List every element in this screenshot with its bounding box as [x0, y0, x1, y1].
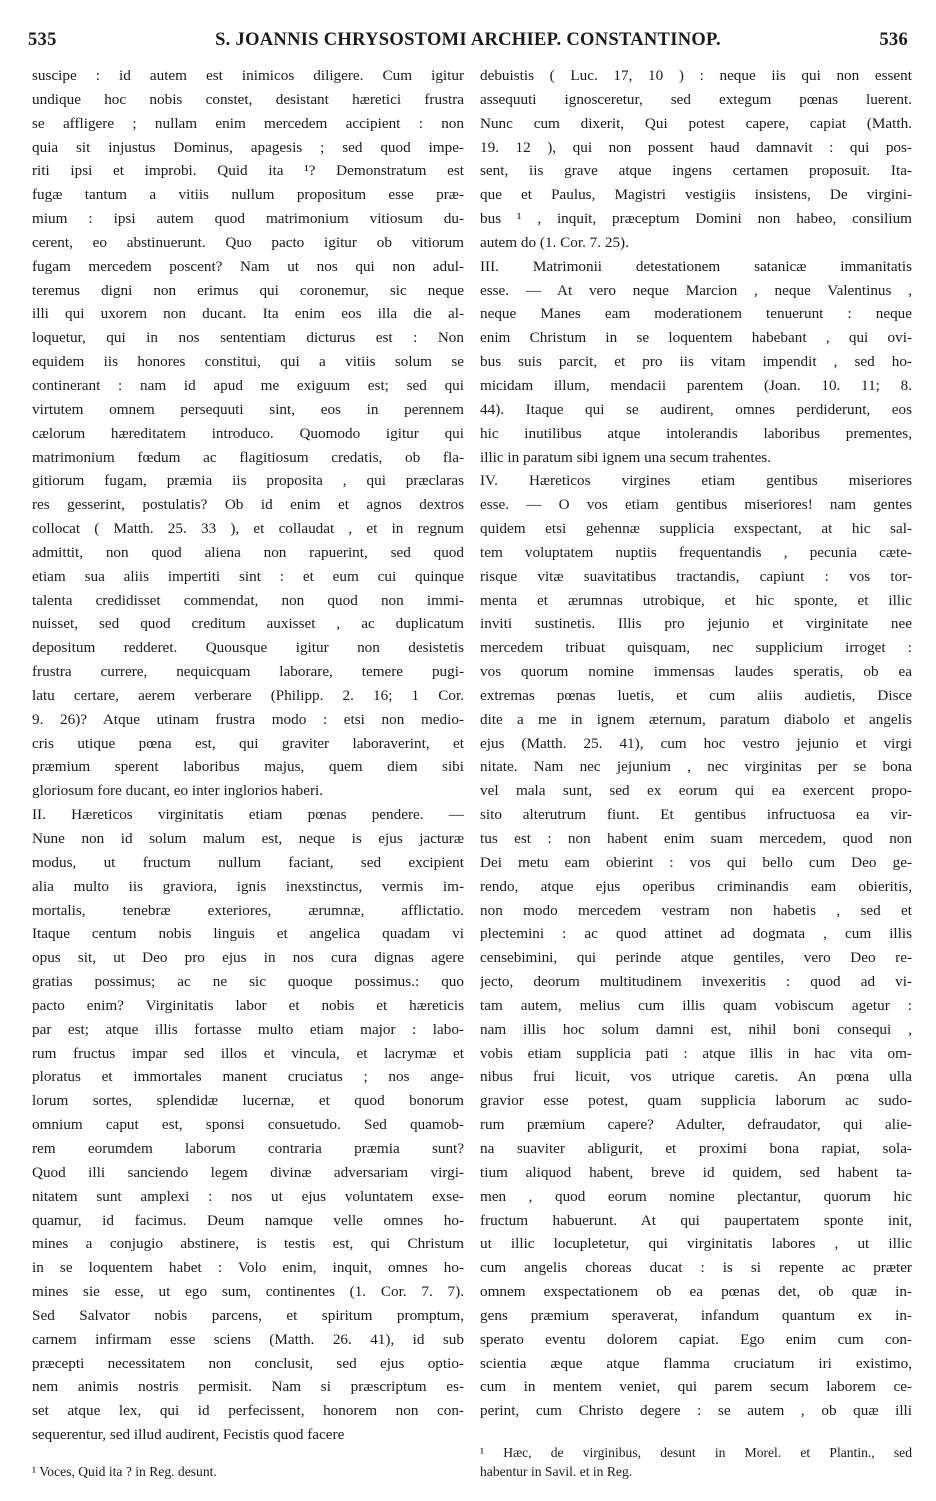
text-line: se affligere ; nullam enim mercedem accipient : non	[32, 114, 464, 132]
text-line: habentur in Savil. et in Reg.	[480, 1464, 633, 1479]
text-line: inviti sustinetis. Illis pro jejunio et virginitate nee	[480, 615, 912, 633]
text-line: censebimini, qui perinde atque gentiles, vero Deo re-	[480, 949, 912, 967]
text-line: gratias possimus; ac ne sic quoque possimus.: quo	[32, 973, 464, 991]
text-line: fructum habuerunt. At qui paupertatem sponte init,	[480, 1211, 912, 1229]
text-line: nam illis hoc solum damni est, nihil boni consequi ,	[480, 1020, 912, 1038]
text-line: suscipe : id autem est inimicos diligere. Cum igitur	[32, 67, 464, 84]
text-line: nibus frui licuit, vos utrique caretis. An pœna ulla	[480, 1068, 912, 1086]
text-line: in se loquentem habet : Volo enim, inquit, omnes ho-	[32, 1259, 464, 1277]
text-line: matrimonium fœdum ac flagitiosum credatis, ob fla-	[32, 448, 464, 466]
text-line: rum præmium capere? Adulter, defraudator, qui alie-	[480, 1116, 912, 1134]
text-line: vel mala sunt, sed ex eorum qui ea exercent propo-	[480, 782, 912, 800]
text-line: præmium sperent laboribus majus, quem diem sibi	[32, 758, 464, 776]
text-line: hic inutilibus atque intolerandis laboribus prementes,	[480, 424, 912, 442]
text-line: nuisset, sed quod creditum auxisset , ac duplicatum	[32, 615, 464, 633]
text-line: sito alterutrum fiunt. Et gentibus infructuosa ea vir-	[480, 806, 912, 824]
text-line: tium aliquod habent, breve id quidem, sed habent ta-	[480, 1163, 912, 1181]
text-line: 19. 12 ), qui non possent haud damnavit : qui pos-	[480, 138, 912, 156]
text-line: nitatem sunt amplexi : nos ut ejus voluntatem exse-	[32, 1187, 464, 1205]
text-line: sperato eventu dolorem capiat. Ego enim cum con-	[480, 1330, 912, 1348]
text-line: omnem exspectationem ob ea pœnas det, ob quæ in-	[480, 1283, 912, 1301]
text-line: gravior esse potest, quam supplicia laborum ac sudo-	[480, 1092, 912, 1110]
text-line: bus suis parcit, et pro iis vitam impendit , sed ho-	[480, 353, 912, 371]
text-line: fugam mercedem poscent? Nam ut nos qui non adul-	[32, 257, 464, 275]
text-line: talenta credidisset commendat, non quod non immi-	[32, 591, 464, 609]
text-line: præcepti necessitatem non conclusit, sed ejus optio-	[32, 1354, 464, 1372]
text-line: micidam illum, mendacii parentem (Joan. 10. 11; 8.	[480, 376, 912, 394]
text-line: debuistis ( Luc. 17, 10 ) : neque iis qui non essent	[480, 67, 912, 84]
text-line: sent, iis grave atque ingens certamen proposuit. Ita-	[480, 162, 912, 180]
text-line: undique hoc nobis constet, desistant hæretici frustra	[32, 90, 464, 108]
text-line: 44). Itaque qui se audirent, omnes perdiderunt, eos	[480, 400, 912, 418]
text-line: ut illic locupletetur, qui virginitatis labores , ut illic	[480, 1235, 912, 1253]
text-line: carnem infirmam esse sciens (Matth. 26. 41), id sub	[32, 1330, 464, 1348]
text-line: Sed Salvator nobis parcens, et spiritum promptum,	[32, 1306, 464, 1324]
text-line: loquetur, qui in nos sententiam dicturus est : Non	[32, 329, 464, 347]
text-line: plectemini : ac quod attinet ad dogmata , cum illis	[480, 925, 912, 943]
running-header	[28, 30, 908, 56]
text-line: illic in paratum sibi ignem una secum trahentes.	[480, 448, 772, 466]
text-line: non modo mercedem vestram non habetis , sed et	[480, 901, 912, 919]
text-line: tus est : non habent enim suam mercedem, quod non	[480, 830, 912, 847]
text-line: latu certare, aerem verberare (Philipp. 2. 16; 1 Cor.	[32, 686, 464, 704]
text-line: esse. — At vero neque Marcion , neque Valentinus ,	[480, 281, 912, 299]
text-line: mines sie esse, ut ego sum, continentes (1. Cor. 7. 7).	[32, 1283, 464, 1301]
text-line: menta et ærumnas utrobique, et hic sponte, et illic	[480, 591, 912, 609]
text-line: frustra currere, nequicquam laborare, temere pugi-	[32, 663, 464, 681]
text-line: II. Hæreticos virginitatis etiam pœnas pendere. —	[32, 806, 464, 824]
text-line: Nunc cum dixerit, Qui potest capere, capiat (Matth.	[480, 114, 912, 132]
text-line: bus ¹ , inquit, præceptum Domini non habeo, consilium	[480, 210, 912, 228]
text-line: teremus digni non erimus qui coronemur, sic neque	[32, 281, 464, 299]
text-line: cum in mentem veniet, qui parem secum laborem ce-	[480, 1378, 912, 1396]
text-line: set atque lex, qui id perfecissent, honorem non con-	[32, 1402, 464, 1420]
left-text-column	[32, 64, 464, 1447]
text-line: gloriosum fore ducant, eo inter inglorios haberi.	[32, 782, 324, 800]
text-line: na suaviter abligurit, et proximi bona rapiat, sola-	[480, 1139, 912, 1157]
text-line: men , quod eorum nomine plectantur, quorum hic	[480, 1187, 912, 1205]
text-line: riti ipsi et improbi. Quid ita ¹? Demonstratum est	[32, 162, 464, 180]
text-line: ploratus et immortales manent cruciatus ; nos ange-	[32, 1068, 464, 1086]
text-line: etiam sua aliis impertiti sint : et eum cui quinque	[32, 567, 464, 585]
text-line: pacto enim? Virginitatis labor et nobis et hæreticis	[32, 996, 464, 1014]
text-line: scientia æque atque flamma cruciatum iri existimo,	[480, 1354, 912, 1372]
text-line: dite a me in ignem æternum, paratum diabolo et angelis	[480, 710, 912, 728]
text-line: cum angelis choreas ducat : is si repente ac præter	[480, 1259, 912, 1277]
text-line: enim Christum in se loquentem habebant , qui ovi-	[480, 329, 912, 347]
text-line: autem do (1. Cor. 7. 25).	[480, 233, 629, 251]
text-line: quidem etsi gehennæ supplicia exspectant, at hic sal-	[480, 520, 912, 538]
page-number-right: 536	[879, 30, 908, 50]
text-line: lorum sortes, splendidæ lucernæ, et quod bonorum	[32, 1092, 464, 1110]
footnote-right	[480, 1443, 912, 1481]
footnote-line: ¹ Voces, Quid ita ? in Reg. desunt.	[32, 1464, 217, 1479]
text-line: Itaque centum nobis linguis et angelica quadam vi	[32, 925, 464, 943]
text-line: mercedem tribuat quisquam, nec supplicium irroget :	[480, 639, 912, 657]
text-line: Nune non id solum malum est, neque is ejus jacturæ	[32, 830, 464, 847]
text-line: tem voluptatem nuptiis frequentandis , pecunia cæte-	[480, 543, 912, 561]
page-number-left: 535	[28, 30, 57, 50]
text-line: jecto, deorum multitudinem invexeritis : quod ad vi-	[480, 973, 912, 991]
text-line: gitiorum fugam, præmia iis proposita , qui præclaras	[32, 472, 464, 490]
text-line: rendo, atque ejus operibus criminandis eam obieritis,	[480, 877, 912, 895]
footnote-left	[32, 1462, 464, 1481]
text-line: depositum redderet. Quousque igitur non desistetis	[32, 639, 464, 657]
text-line: mines a conjugio abstinere, is testis est, qui Christum	[32, 1235, 464, 1253]
text-line: illi qui uxorem non ducant. Ita enim eos illa die al-	[32, 305, 464, 323]
text-line: extremas pœnas luetis, et cum aliis audietis, Disce	[480, 686, 912, 704]
text-line: fugæ tantum a vitiis nullum propositum esse præ-	[32, 186, 464, 204]
text-line: omnium caput est, sponsi consuetudo. Sed quamob-	[32, 1116, 464, 1134]
text-line: cælorum hæreditatem introduco. Quomodo igitur qui	[32, 424, 464, 442]
text-line: vos quorum nomine immensas laudes speratis, ob ea	[480, 663, 912, 681]
text-line: admittit, non quod aliena non rapuerint, sed quod	[32, 543, 464, 561]
text-line: rum fructus impar sed illos et vincula, et lacrymæ et	[32, 1044, 464, 1062]
text-line: ¹ Hæc, de virginibus, desunt in Morel. et Plantin., sed	[480, 1445, 912, 1460]
text-line: quamur, id facimus. Deum namque velle omnes ho-	[32, 1211, 464, 1229]
text-line: Quod illi sanciendo legem divinæ adversariam virgi-	[32, 1163, 464, 1181]
text-line: par est; atque illis fortasse multo etiam major : labo-	[32, 1020, 464, 1038]
text-line: IV. Hæreticos virgines etiam gentibus miseriores	[480, 472, 912, 490]
text-line: assequuti ignosceretur, sed extegum pœnas luerent.	[480, 90, 912, 108]
text-line: gens præmium speraverat, infandum quantum ex in-	[480, 1306, 912, 1324]
text-line: esse. — O vos etiam gentibus miseriores! nam gentes	[480, 496, 912, 514]
text-line: virtutem omnem persequuti sint, eos in perennem	[32, 400, 464, 418]
text-line: mium : ipsi autem quod matrimonium vitiosum du-	[32, 210, 464, 228]
right-text-column	[480, 64, 912, 1423]
text-line: III. Matrimonii detestationem satanicæ immanitatis	[480, 257, 912, 275]
text-line: Dei metu eam obierint : vos qui bello cum Deo ge-	[480, 853, 912, 871]
text-line: opus sit, ut Deo pro ejus in nos cura dignas agere	[32, 949, 464, 967]
text-line: sequerentur, sed illud audirent, Fecistis quod facere	[32, 1426, 345, 1444]
text-line: neque Manes eam moderationem tenuerunt : neque	[480, 305, 912, 323]
text-line: equidem iis honores constitui, qui a vitiis solum se	[32, 353, 464, 371]
text-line: alia multo iis graviora, ignis inexstinctus, vermis im-	[32, 877, 464, 895]
text-line: tam autem, melius cum illis quam vobiscum agetur :	[480, 996, 912, 1014]
text-line: continerant : nam id apud me exiguum est; sed qui	[32, 376, 464, 394]
text-line: nem animis nostris permisit. Nam si præscriptum es-	[32, 1378, 464, 1396]
text-line: mortalis, tenebræ exteriores, ærumnæ, afflictatio.	[32, 901, 464, 919]
text-line: ejus (Matth. 25. 41), cum hoc vestro jejunio et virgi	[480, 734, 912, 752]
running-title: S. JOANNIS CHRYSOSTOMI ARCHIEP. CONSTANTINOP.	[215, 30, 721, 50]
text-line: collocat ( Matth. 25. 33 ), et collaudat , et in regnum	[32, 520, 464, 538]
text-line: rem eorumdem laborum contraria præmia sunt?	[32, 1139, 464, 1157]
text-line: risque vitæ suavitatibus tractandis, capiunt : vos tor-	[480, 567, 912, 585]
text-line: modus, ut fructum nullum faciant, sed excipient	[32, 853, 464, 871]
text-line: quia sit injustus Dominus, apagesis ; sed quod impe-	[32, 138, 464, 156]
text-line: que et Paulus, Magistri vestigiis insistens, De virgini-	[480, 186, 912, 204]
text-line: perint, cum Christo degere : se autem , ob quæ illi	[480, 1402, 912, 1420]
text-line: vobis etiam supplicia pati : atque illis in hac vita om-	[480, 1044, 912, 1062]
text-line: cerent, eo abstinuerunt. Quo pacto igitur ob vitiorum	[32, 233, 464, 251]
text-line: res gesserint, postulatis? Ob id enim et agnos dextros	[32, 496, 464, 514]
text-line: cris utique pœna est, qui graviter laboraverint, et	[32, 734, 464, 752]
text-line: 9. 26)? Atque utinam frustra modo : etsi non medio-	[32, 710, 464, 728]
text-line: nitate. Nam nec jejunium , nec virginitas per se bona	[480, 758, 912, 776]
